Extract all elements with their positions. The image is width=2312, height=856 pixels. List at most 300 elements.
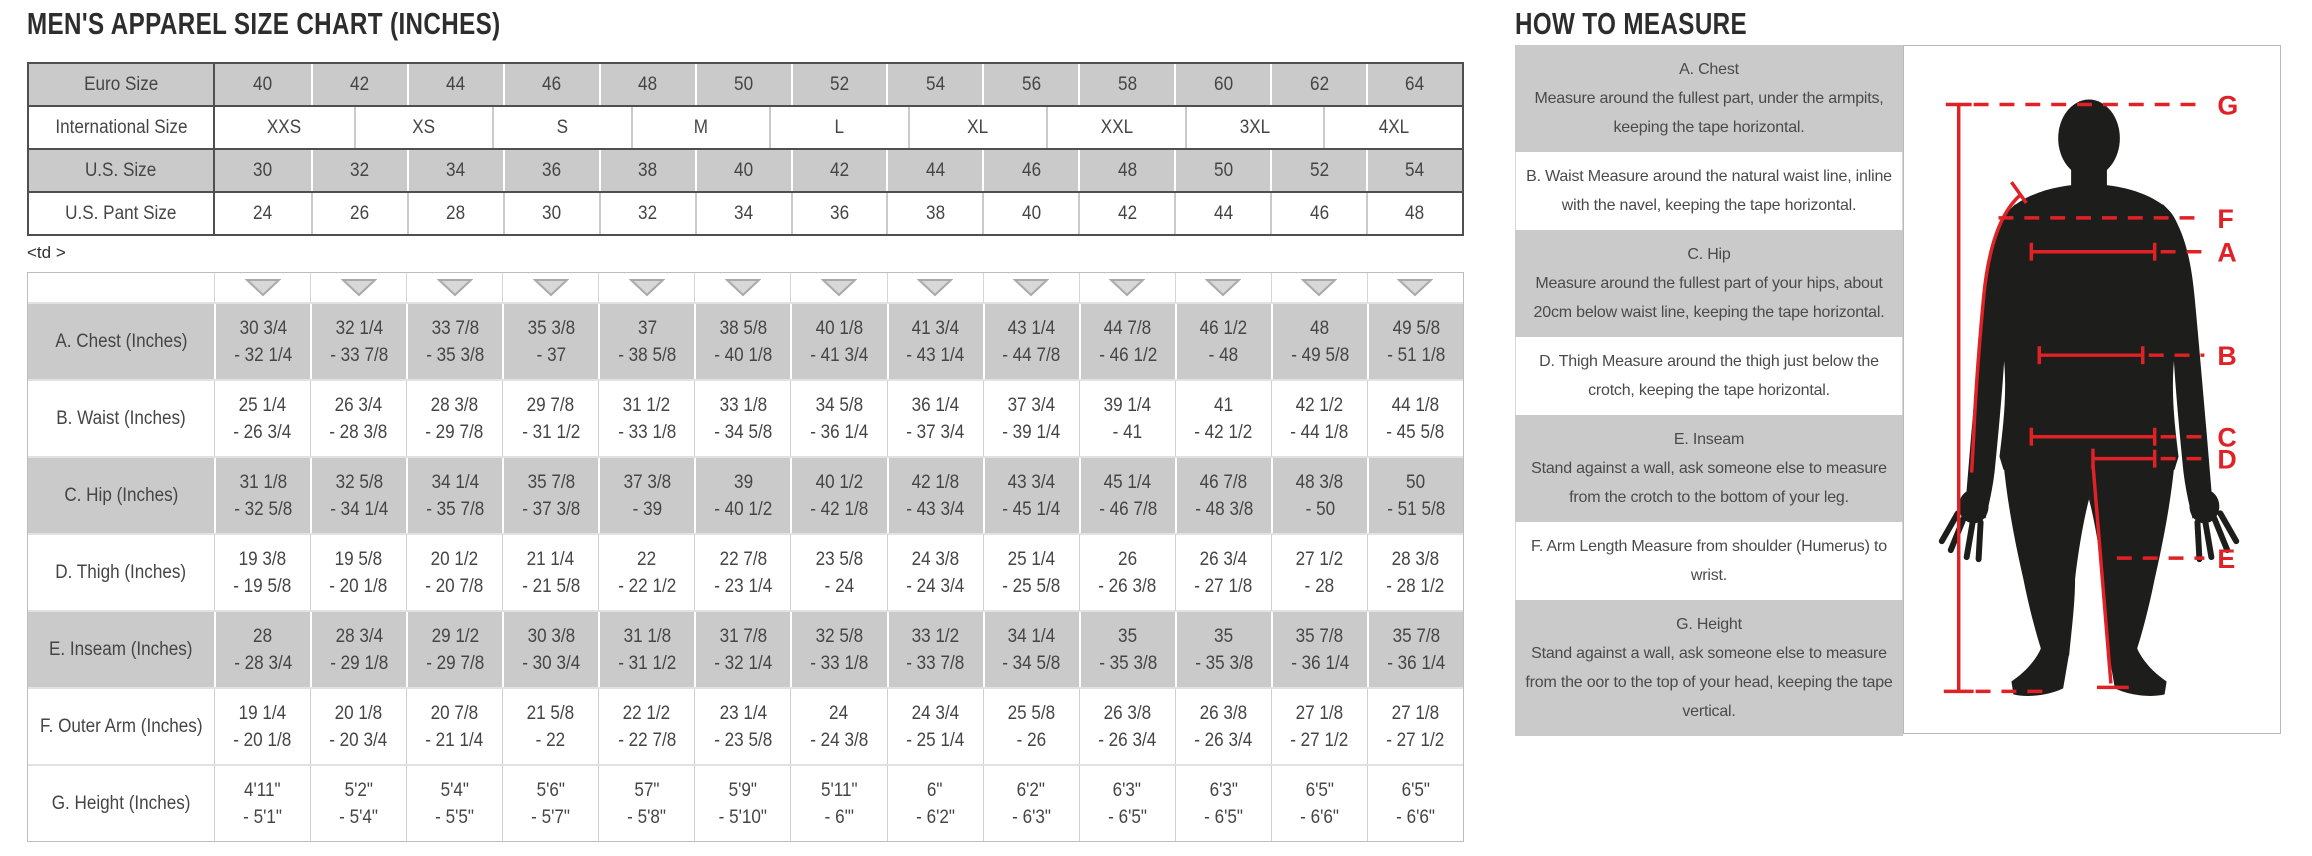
range-min <box>1390 315 1443 342</box>
range-cell <box>694 381 790 456</box>
size-cell <box>599 193 695 234</box>
dropdown-arrow-icon <box>629 278 665 297</box>
range-max <box>631 496 664 523</box>
range-max <box>1202 804 1245 831</box>
cell-text: 48 <box>1405 202 1425 224</box>
range-min <box>717 700 770 727</box>
range-max <box>1207 342 1240 369</box>
range-min <box>636 546 657 573</box>
range-max <box>1298 804 1341 831</box>
cell-text: 48 3/8 <box>1296 471 1344 493</box>
size-cell <box>503 193 599 234</box>
range-max <box>1095 727 1159 754</box>
cell-text: 64 <box>1405 73 1425 95</box>
cell-text: 25 1/4 <box>1007 548 1055 570</box>
range-cell <box>598 304 694 379</box>
range-min <box>332 392 385 419</box>
cell-text: 32 1/4 <box>335 317 383 339</box>
measure-instruction <box>1515 600 1903 736</box>
cell-text: - 39 <box>632 498 663 520</box>
range-min <box>332 546 385 573</box>
cell-text: - 35 3/8 <box>1098 652 1157 674</box>
cell-text: - 41 3/4 <box>810 344 869 366</box>
cell-text: 28 3/8 <box>430 394 479 416</box>
range-max <box>1096 496 1160 523</box>
range-max <box>1192 650 1256 677</box>
measurement-range-table <box>27 272 1464 842</box>
range-min <box>813 623 866 650</box>
cell-text: 19 3/8 <box>238 548 287 570</box>
cell-text: 38 5/8 <box>719 317 768 339</box>
instruction-text: Stand against a wall, ask someone else to measure from the oor to the top of your head, keeping the tape vertical. <box>1525 645 1893 720</box>
size-cell <box>503 150 599 191</box>
range-cell <box>1175 766 1271 841</box>
range-cell <box>1271 766 1367 841</box>
size-cell <box>492 107 631 148</box>
cell-text: 30 3/8 <box>527 625 576 647</box>
cell-text: 36 <box>829 202 850 224</box>
cell-text: - 48 <box>1209 344 1239 366</box>
range-max <box>1383 727 1447 754</box>
cell-text: 35 3/8 <box>527 317 576 339</box>
cell-text: - 5'10" <box>718 806 768 828</box>
cell-text: 42 <box>1117 202 1137 224</box>
range-min <box>332 700 385 727</box>
range-cell <box>214 304 310 379</box>
cell-text: - 26 3/4 <box>1194 729 1253 751</box>
range-cell <box>790 535 886 610</box>
range-min <box>1293 700 1346 727</box>
range-cell <box>1079 689 1175 764</box>
range-max <box>903 573 967 600</box>
male-silhouette <box>1942 100 2236 696</box>
size-conversion-table <box>27 62 1464 236</box>
range-max <box>1111 419 1144 446</box>
cell-text: 26 <box>350 202 370 224</box>
range-max <box>230 727 294 754</box>
range-max <box>1303 573 1336 600</box>
range-cell <box>1367 535 1463 610</box>
range-cell <box>1271 535 1367 610</box>
range-cell <box>406 535 502 610</box>
range-cell <box>694 612 790 687</box>
cell-text: 46 <box>1021 159 1041 181</box>
cell-text: XS <box>412 116 436 138</box>
cell-text: - 43 1/4 <box>906 344 965 366</box>
range-max <box>231 650 295 677</box>
cell-text: - 31 1/2 <box>618 652 677 674</box>
cell-text: 24 3/4 <box>911 702 959 724</box>
size-table-row <box>29 107 1462 150</box>
range-max <box>535 342 568 369</box>
range-min <box>813 469 866 496</box>
range-max <box>326 419 390 446</box>
range-min <box>1197 315 1250 342</box>
instruction-heading: G. Height <box>1676 616 1742 633</box>
cell-text: 44 1/8 <box>1391 394 1440 416</box>
range-max <box>241 804 284 831</box>
range-cell <box>887 381 983 456</box>
range-max <box>422 573 486 600</box>
range-cell <box>214 766 310 841</box>
range-max <box>711 727 775 754</box>
dropdown-arrow-icon <box>790 273 886 302</box>
range-min <box>1389 700 1442 727</box>
cell-text: - 6'6" <box>1396 806 1435 828</box>
size-cell <box>215 64 311 105</box>
range-max <box>1191 573 1255 600</box>
size-cell <box>982 193 1078 234</box>
cell-text: - 27 1/2 <box>1290 729 1349 751</box>
cell-text: 44 7/8 <box>1103 317 1152 339</box>
cell-text: 34 <box>734 202 754 224</box>
cell-text: - 29 1/8 <box>330 652 389 674</box>
cell-text: - 6'" <box>824 806 854 828</box>
range-min <box>343 777 375 804</box>
size-cell <box>1174 150 1270 191</box>
cell-text: 5'4" <box>440 779 469 801</box>
range-max <box>230 573 294 600</box>
dropdown-arrow-icon <box>821 278 857 297</box>
cell-text: 48 <box>638 73 658 95</box>
range-min <box>717 392 770 419</box>
cell-text: 41 <box>1213 394 1233 416</box>
cell-text: - 27 1/2 <box>1386 729 1445 751</box>
range-max <box>1288 342 1352 369</box>
range-cell <box>214 689 310 764</box>
cell-text: 24 <box>829 702 849 724</box>
dropdown-arrow-icon <box>1175 273 1271 302</box>
range-max <box>1383 573 1447 600</box>
how-to-measure-title: HOW TO MEASURE <box>1515 6 1748 41</box>
range-min <box>909 623 962 650</box>
range-max <box>327 342 391 369</box>
cell-text: - 22 1/2 <box>617 575 676 597</box>
range-cell <box>310 612 406 687</box>
range-min <box>909 392 962 419</box>
cell-text: 42 1/8 <box>911 471 960 493</box>
measure-instruction <box>1515 415 1903 522</box>
cell-text: - 20 1/8 <box>329 575 388 597</box>
cell-text: 28 <box>446 202 466 224</box>
cell-text: - 20 3/4 <box>329 729 388 751</box>
size-cell <box>886 150 982 191</box>
range-cell <box>214 381 310 456</box>
cell-text: - 19 5/8 <box>233 575 292 597</box>
cell-text: 28 3/8 <box>1391 548 1440 570</box>
range-max <box>807 342 871 369</box>
range-max <box>1384 650 1448 677</box>
size-cell <box>1046 107 1185 148</box>
range-max <box>914 804 957 831</box>
cell-text: C. Hip (Inches) <box>63 484 179 506</box>
measure-table-row <box>28 612 1463 689</box>
cell-text: - 28 3/4 <box>234 652 293 674</box>
range-min <box>429 315 482 342</box>
range-min <box>727 777 759 804</box>
dropdown-arrow-icon <box>725 278 761 297</box>
range-max <box>327 496 391 523</box>
range-min <box>733 469 754 496</box>
range-min <box>909 546 962 573</box>
cell-text: 23 5/8 <box>815 548 863 570</box>
range-cell <box>790 612 886 687</box>
range-cell <box>1079 304 1175 379</box>
range-cell <box>790 381 886 456</box>
range-cell <box>694 304 790 379</box>
cell-text: 43 3/4 <box>1007 471 1056 493</box>
range-cell <box>1367 458 1463 533</box>
cell-text: 46 7/8 <box>1200 471 1248 493</box>
dropdown-arrow-icon <box>502 273 598 302</box>
range-min <box>333 623 386 650</box>
range-min <box>637 315 658 342</box>
range-max <box>903 650 967 677</box>
range-cell <box>1175 612 1271 687</box>
size-cell <box>1174 193 1270 234</box>
row-label <box>28 612 214 687</box>
range-max <box>615 342 679 369</box>
size-cell <box>1174 64 1270 105</box>
range-max <box>423 496 487 523</box>
cell-text: - 50 <box>1305 498 1335 520</box>
figure-label-thigh: D <box>2217 444 2237 475</box>
cell-text: 49 5/8 <box>1392 317 1440 339</box>
dropdown-arrow-icon <box>917 278 953 297</box>
cell-text: - 51 1/8 <box>1386 344 1445 366</box>
instruction-text: F. Arm Length Measure from shoulder (Humerus) to wrist. <box>1531 538 1887 584</box>
range-min <box>1005 700 1058 727</box>
size-cell <box>1185 107 1324 148</box>
cell-text: 25 1/4 <box>238 394 287 416</box>
cell-text: 22 1/2 <box>623 702 671 724</box>
cell-text: 30 3/4 <box>239 317 287 339</box>
range-cell <box>406 304 502 379</box>
cell-text: 6" <box>927 779 943 801</box>
cell-text: 32 <box>638 202 658 224</box>
cell-text: - 39 1/4 <box>1002 421 1061 443</box>
range-cell <box>983 689 1079 764</box>
size-table-row <box>29 64 1462 107</box>
dropdown-arrow-icon <box>341 278 377 297</box>
range-cell <box>1175 458 1271 533</box>
range-max <box>1010 804 1053 831</box>
dropdown-arrow-icon <box>1013 278 1049 297</box>
cell-text: - 23 5/8 <box>713 729 772 751</box>
figure-label-waist: B <box>2217 341 2237 372</box>
cell-text: 45 1/4 <box>1103 471 1152 493</box>
range-min <box>1293 469 1346 496</box>
row-label <box>28 458 214 533</box>
cell-text: - 27 1/8 <box>1194 575 1253 597</box>
range-min <box>1197 469 1250 496</box>
cell-text: - 45 1/4 <box>1002 498 1061 520</box>
cell-text: 33 1/2 <box>911 625 960 647</box>
range-cell <box>502 381 598 456</box>
cell-text: - 5'1" <box>243 806 282 828</box>
range-min <box>428 392 481 419</box>
cell-text: - 33 7/8 <box>330 344 389 366</box>
cell-text: - 34 5/8 <box>1002 652 1061 674</box>
cell-text: D. Thigh (Inches) <box>55 561 187 583</box>
size-cell <box>215 193 311 234</box>
range-cell <box>694 766 790 841</box>
range-cell <box>887 304 983 379</box>
range-min <box>1101 700 1154 727</box>
cell-text: - 25 5/8 <box>1002 575 1061 597</box>
cell-text: - 49 5/8 <box>1290 344 1349 366</box>
cell-text: 30 <box>253 159 273 181</box>
range-cell <box>1271 381 1367 456</box>
dropdown-arrow-icon <box>983 273 1079 302</box>
cell-text: Euro Size <box>83 73 159 95</box>
cell-text: - 26 3/8 <box>1098 575 1157 597</box>
cell-text: - 20 1/8 <box>233 729 292 751</box>
range-cell <box>1271 612 1367 687</box>
range-cell <box>1175 381 1271 456</box>
range-max <box>807 727 871 754</box>
cell-text: 28 <box>253 625 273 647</box>
range-cell <box>406 458 502 533</box>
size-cell <box>407 150 503 191</box>
range-min <box>237 469 290 496</box>
range-max <box>1394 804 1437 831</box>
range-max <box>529 804 572 831</box>
range-max <box>999 496 1063 523</box>
cell-text: 20 1/2 <box>430 548 479 570</box>
range-min <box>1117 546 1138 573</box>
dropdown-arrow-icon <box>1367 273 1463 302</box>
range-min <box>525 315 578 342</box>
cell-text: 20 1/8 <box>334 702 383 724</box>
row-label <box>28 535 214 610</box>
range-cell <box>887 458 983 533</box>
cell-text: 3XL <box>1239 116 1271 138</box>
range-max <box>519 650 583 677</box>
range-max <box>1288 650 1352 677</box>
dropdown-arrow-icon <box>310 273 406 302</box>
measure-instruction <box>1515 152 1903 230</box>
range-max <box>1015 727 1048 754</box>
cell-text: 21 5/8 <box>526 702 575 724</box>
cell-text: 31 1/8 <box>623 625 672 647</box>
size-cell <box>1366 193 1462 234</box>
cell-text: - 28 1/2 <box>1386 575 1445 597</box>
range-max <box>1191 419 1255 446</box>
dropdown-arrow-icon <box>1397 278 1433 297</box>
measure-instruction <box>1515 45 1903 152</box>
cell-text: - 40 1/2 <box>714 498 773 520</box>
cell-text: 19 5/8 <box>334 548 383 570</box>
range-max <box>999 573 1063 600</box>
range-min <box>535 777 567 804</box>
size-cell <box>311 193 407 234</box>
dropdown-arrow-icon <box>214 273 310 302</box>
measure-table-row <box>28 766 1463 841</box>
range-max <box>1191 727 1255 754</box>
cell-text: - 26 3/4 <box>233 421 292 443</box>
range-max <box>1192 496 1256 523</box>
measure-table-row <box>28 689 1463 766</box>
range-min <box>1293 392 1346 419</box>
cell-text: S <box>556 116 569 138</box>
cell-text: - 48 3/8 <box>1194 498 1253 520</box>
instruction-heading: A. Chest <box>1679 61 1739 78</box>
cell-text: - 22 <box>536 729 566 751</box>
cell-text: 5'6" <box>536 779 565 801</box>
size-cell <box>215 107 354 148</box>
cell-text: - 6'2" <box>915 806 955 828</box>
range-min <box>242 777 283 804</box>
range-min <box>1213 392 1234 419</box>
measure-table-row <box>28 381 1463 458</box>
range-min <box>926 777 943 804</box>
range-cell <box>310 766 406 841</box>
range-cell <box>694 689 790 764</box>
range-max <box>422 419 486 446</box>
range-cell <box>1079 458 1175 533</box>
size-cell <box>311 150 407 191</box>
cell-text: - 41 <box>1112 421 1142 443</box>
cell-text: 6'3" <box>1113 779 1142 801</box>
cell-text: - 24 3/8 <box>809 729 868 751</box>
cell-text: 62 <box>1309 73 1329 95</box>
instruction-text: Measure around the fullest part, under the armpits, keeping the tape horizontal. <box>1534 90 1884 136</box>
range-cell <box>1175 689 1271 764</box>
cell-text: - 42 1/2 <box>1194 421 1253 443</box>
cell-text: XXL <box>1100 116 1133 138</box>
instruction-heading: E. Inseam <box>1673 431 1745 448</box>
cell-text: 52 <box>829 73 850 95</box>
size-cell <box>695 64 791 105</box>
cell-text: - 5'8" <box>627 806 667 828</box>
cell-text: 26 <box>1117 548 1137 570</box>
cell-text: 31 1/2 <box>623 394 671 416</box>
range-min <box>439 777 471 804</box>
range-max <box>1095 573 1159 600</box>
cell-text: - 28 <box>1304 575 1335 597</box>
cell-text: 54 <box>1405 159 1425 181</box>
cell-text: 35 <box>1214 625 1234 647</box>
cell-text: - 35 3/8 <box>426 344 485 366</box>
size-table-row <box>29 150 1462 193</box>
body-silhouette-figure <box>1904 46 2280 733</box>
size-cell <box>407 193 503 234</box>
dropdown-arrow-icon <box>1301 278 1337 297</box>
range-max <box>615 727 679 754</box>
dropdown-arrow-icon <box>1271 273 1367 302</box>
cell-text: 33 1/8 <box>719 394 767 416</box>
range-min <box>1389 392 1442 419</box>
cell-text: - 26 <box>1016 729 1046 751</box>
cell-text: 34 1/4 <box>1007 625 1056 647</box>
row-label <box>29 64 215 105</box>
row-label <box>29 150 215 191</box>
cell-text: - 25 1/4 <box>906 729 965 751</box>
range-max <box>999 342 1063 369</box>
cell-text: M <box>693 116 709 138</box>
cell-text: - 29 7/8 <box>425 421 484 443</box>
range-cell <box>502 689 598 764</box>
dropdown-arrow-icon <box>598 273 694 302</box>
cell-text: - 6'6" <box>1299 806 1339 828</box>
size-cell <box>1078 193 1174 234</box>
range-min <box>909 700 962 727</box>
range-cell <box>1367 766 1463 841</box>
range-max <box>807 419 871 446</box>
cell-text: 39 1/4 <box>1103 394 1151 416</box>
figure-label-height: G <box>2217 90 2239 121</box>
